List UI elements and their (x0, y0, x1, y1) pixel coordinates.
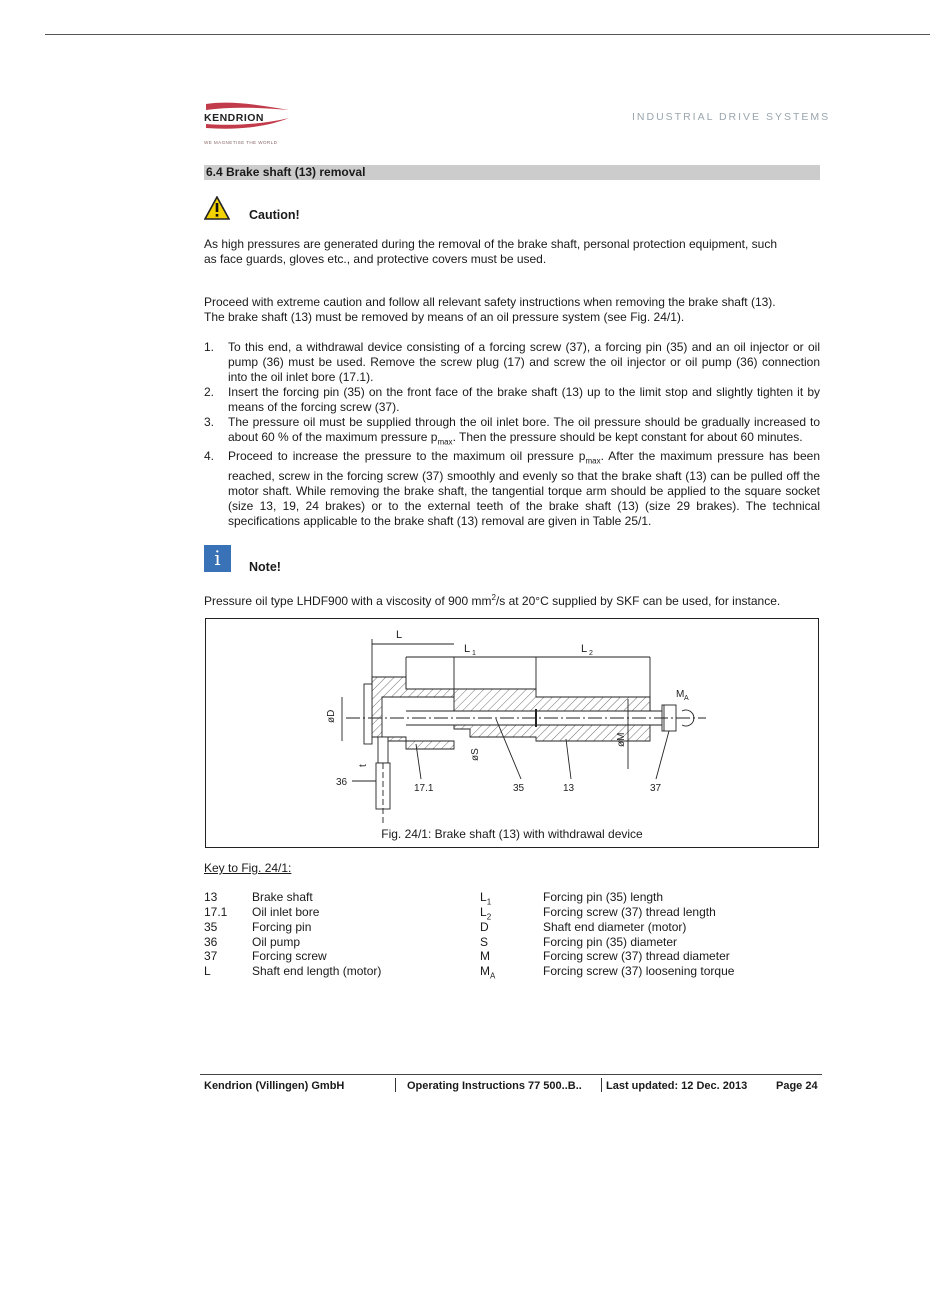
intro-line: Proceed with extreme caution and follow all relevant safety instructions when removing the brake shaft (13). (204, 295, 776, 309)
info-icon: i (204, 545, 231, 572)
footer-rule (200, 1074, 822, 1075)
intro-line: The brake shaft (13) must be removed by means of an oil pressure system (see Fig. 24/1). (204, 310, 685, 324)
key-symbol: D (480, 920, 489, 934)
footer-divider (395, 1078, 396, 1092)
part-label-37: 37 (650, 783, 662, 794)
logo-text: KENDRION (204, 112, 265, 124)
top-rule (45, 34, 930, 35)
dim-label-MA: M (676, 689, 685, 700)
key-code: 37 (204, 949, 218, 963)
key-desc: Shaft end length (motor) (252, 964, 382, 978)
footer-company: Kendrion (Villingen) GmbH (204, 1080, 345, 1092)
step-item: 2. Insert the forcing pin (35) on the front face of the brake shaft (13) up to the limit stop and slightly tighten it by means of the forcing screw (37). (204, 385, 820, 414)
key-desc: Oil inlet bore (252, 905, 320, 919)
key-code: 17.1 (204, 905, 228, 919)
key-symbol: $M_A$ (480, 964, 496, 981)
section-title: 6.4 Brake shaft (13) removal (206, 165, 366, 179)
key-desc: Forcing pin (252, 920, 312, 934)
step-item: 1. To this end, a withdrawal device consisting of a forcing screw (37), a forcing pin (35) and an oil injector or oil pump (36) must be used. Remove the screw plug (17) and screw the oil injector or oil pump (36) connection into the oil inlet bore (17.1). (204, 340, 820, 384)
caution-line: As high pressures are generated during the removal of the brake shaft, personal protection equipment, such (204, 237, 778, 251)
part-label-17-1: 17.1 (414, 783, 434, 794)
dim-label-L2-sub: 2 (589, 650, 593, 657)
dim-label-L1-sub: 1 (472, 650, 476, 657)
section-heading (204, 165, 820, 180)
step-item: 3. The pressure oil must be supplied through the oil inlet bore. The oil pressure should be gradually increased to about 60 % of the maximum pressure $p_{max}$. Then the pressure should be kept constant for about 60 minutes. (204, 415, 820, 447)
part-label-13: 13 (563, 783, 575, 794)
header-division: INDUSTRIAL DRIVE SYSTEMS (632, 111, 831, 123)
caution-label: Caution! (249, 208, 300, 222)
caution-text (204, 237, 820, 267)
key-desc: Oil pump (252, 935, 301, 949)
dim-label-L: L (396, 629, 403, 641)
key-code: 13 (204, 890, 218, 904)
key-code: 36 (204, 935, 218, 949)
key-symbol-desc: Forcing screw (37) thread length (543, 905, 716, 919)
key-title: Key to Fig. 24/1: (204, 861, 292, 875)
dim-label-t: t (358, 764, 369, 767)
key-symbol: S (480, 935, 489, 949)
intro-text (204, 295, 820, 325)
key-symbol: $L_1$ (480, 890, 492, 907)
footer-document: Operating Instructions 77 500..B.. (407, 1080, 582, 1092)
footer-page: Page 24 (776, 1080, 818, 1092)
key-symbol-desc: Shaft end diameter (motor) (543, 920, 687, 934)
dim-label-MA-sub: A (684, 695, 689, 702)
warning-icon (204, 196, 230, 220)
key-symbol-desc: Forcing pin (35) length (543, 890, 664, 904)
dim-label-L2: L (581, 643, 588, 655)
part-label-36: 36 (336, 777, 348, 788)
note-label: Note! (249, 560, 281, 574)
caution-line: as face guards, gloves etc., and protective covers must be used. (204, 252, 547, 266)
key-desc: Forcing screw (252, 949, 327, 963)
dim-label-S: øS (470, 748, 481, 761)
key-desc: Brake shaft (252, 890, 313, 904)
footer-updated: Last updated: 12 Dec. 2013 (606, 1080, 748, 1092)
step-item: 4. Proceed to increase the pressure to the maximum oil pressure $p_{max}$. After the maximum pressure has been reached, screw in the forcing screw (37) smoothly and evenly so that the brake shaft (13) can be pulled off the motor shaft. While removing the brake shaft, the tangential torque arm should be applied to the square socket (size 13, 19, 24 brakes) or to the external teeth of the brake shaft (13) (size 29 brakes). The technical specifications applicable to the brake shaft (13) removal are given in Table 25/1. (204, 449, 821, 528)
logo-tagline: WE MAGNETISE THE WORLD (204, 140, 278, 145)
procedure-steps (204, 340, 820, 529)
footer-divider (601, 1078, 602, 1092)
dim-label-L1: L (464, 643, 471, 655)
brake-shaft-drawing (206, 619, 818, 824)
note-text: Pressure oil type LHDF900 with a viscosity of 900 $mm^2/s$ at 20°C supplied by SKF can be used, for instance. (204, 593, 781, 608)
key-symbol-desc: Forcing pin (35) diameter (543, 935, 678, 949)
figure-box (205, 618, 819, 848)
key-code: L (204, 964, 211, 978)
part-label-35: 35 (513, 783, 525, 794)
key-symbol-desc: Forcing screw (37) thread diameter (543, 949, 730, 963)
key-code: 35 (204, 920, 218, 934)
key-symbol: $L_2$ (480, 905, 492, 922)
figure-caption: Fig. 24/1: Brake shaft (13) with withdrawal device (381, 827, 643, 841)
dim-label-M: øM (616, 732, 627, 747)
key-symbol-desc: Forcing screw (37) loosening torque (543, 964, 735, 978)
kendrion-logo (204, 100, 304, 150)
dim-label-D: øD (326, 709, 337, 723)
key-symbol: M (480, 949, 490, 963)
